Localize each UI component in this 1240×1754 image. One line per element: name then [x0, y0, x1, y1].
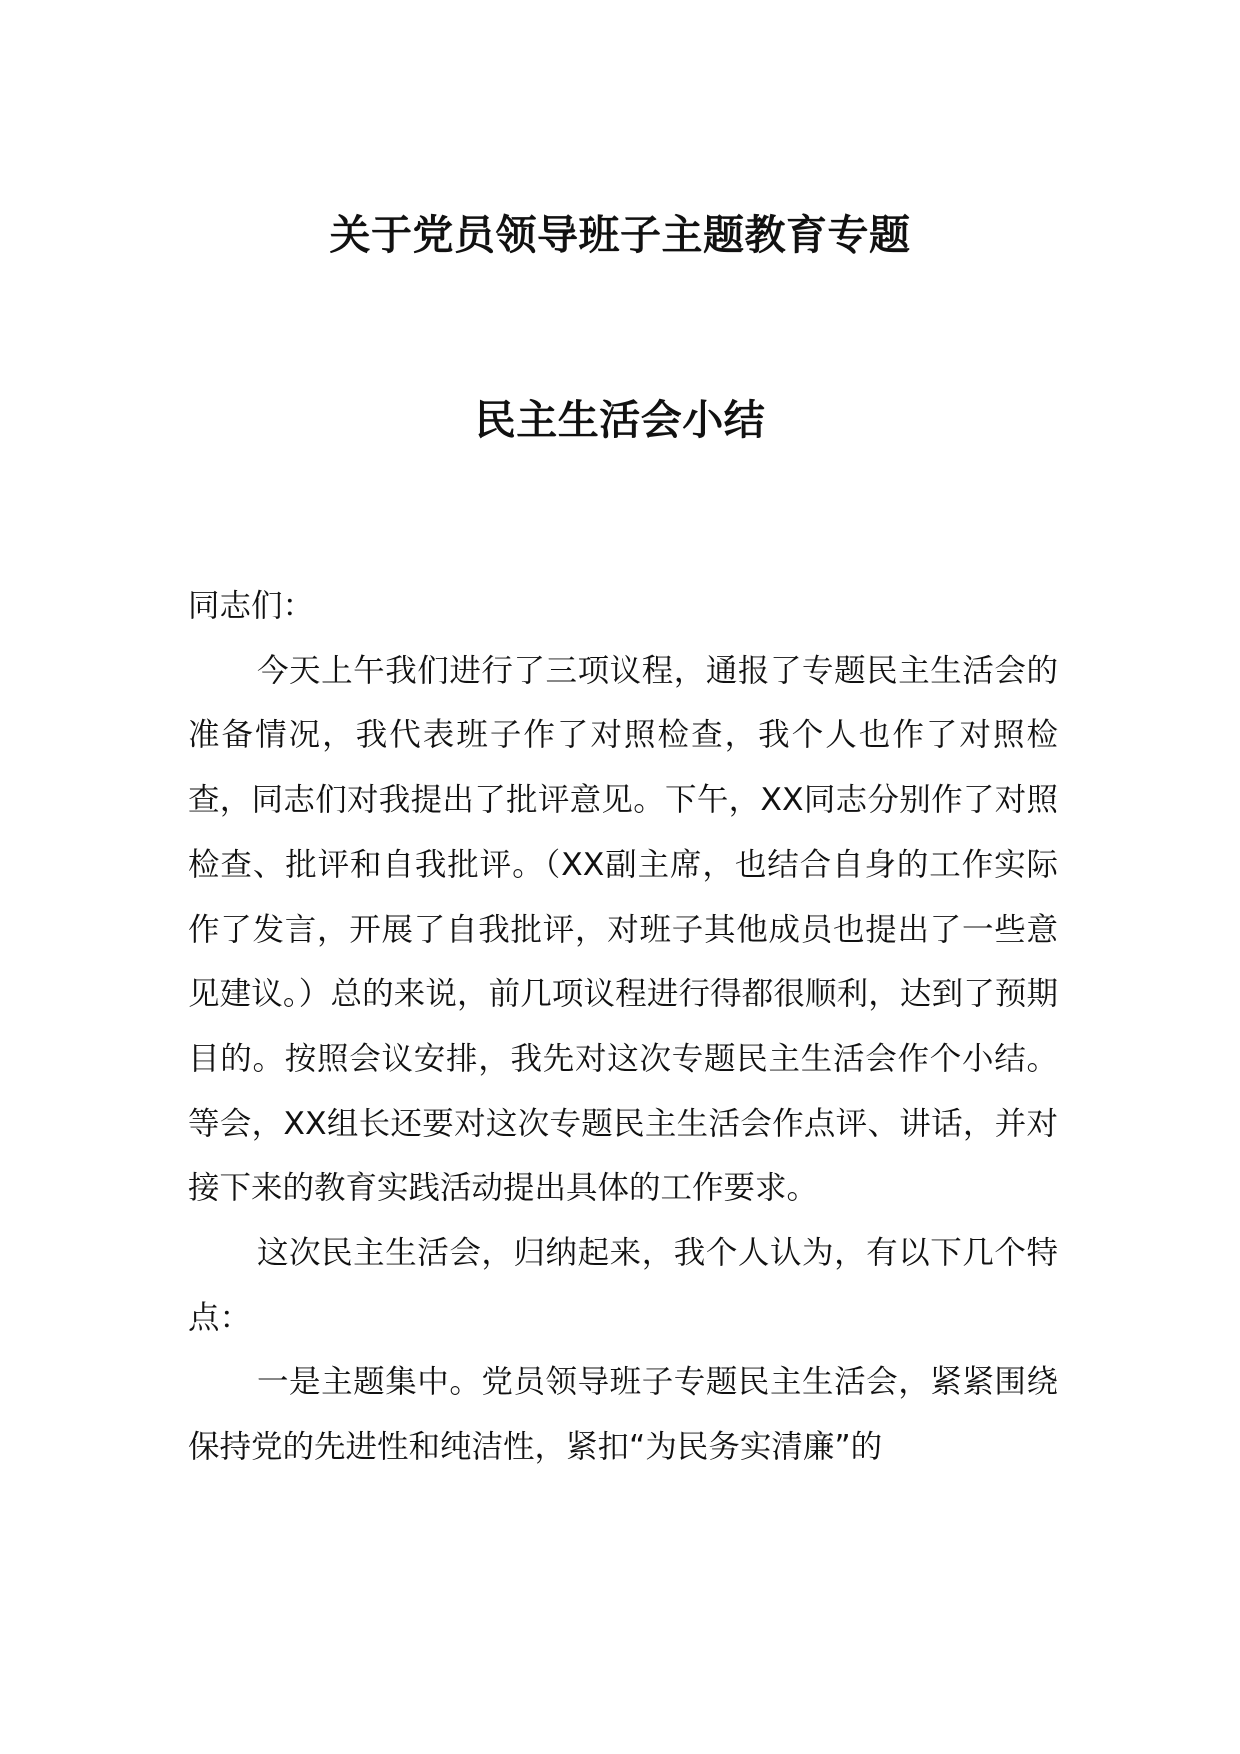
salutation: 同志们： — [188, 588, 315, 624]
paragraph-2: 这次民主生活会，归纳起来，我个人认为，有以下几个特点： — [188, 1235, 1058, 1336]
document-title-line-2: 民主生活会小结 — [474, 396, 766, 444]
document-title-line-1: 关于党员领导班子主题教育专题 — [329, 211, 911, 259]
document-body — [188, 574, 1058, 1480]
paragraph-3: 一是主题集中。党员领导班子专题民主生活会，紧紧围绕保持党的先进性和纯洁性，紧扣“为民务实清廉”的 — [188, 1364, 1058, 1466]
paragraph-1: 今天上午我们进行了三项议程，通报了专题民主生活会的准备情况，我代表班子作了对照检查，我个人也作了对照检查，同志们对我提出了批评意见。下午，XX同志分别作了对照检查、批评和自我批评。（XX副主席，也结合自身的工作实际作了发言，开展了自我批评，对班子其他成员也提出了一些意见建议。）总的来说，前几项议程进行得都很顺利，达到了预期目的。按照会议安排，我先对这次专题民主生活会作个小结。等会，XX组长还要对这次专题民主生活会作点评、讲话，并对接下来的教育实践活动提出具体的工作要求。 — [188, 652, 1058, 1207]
